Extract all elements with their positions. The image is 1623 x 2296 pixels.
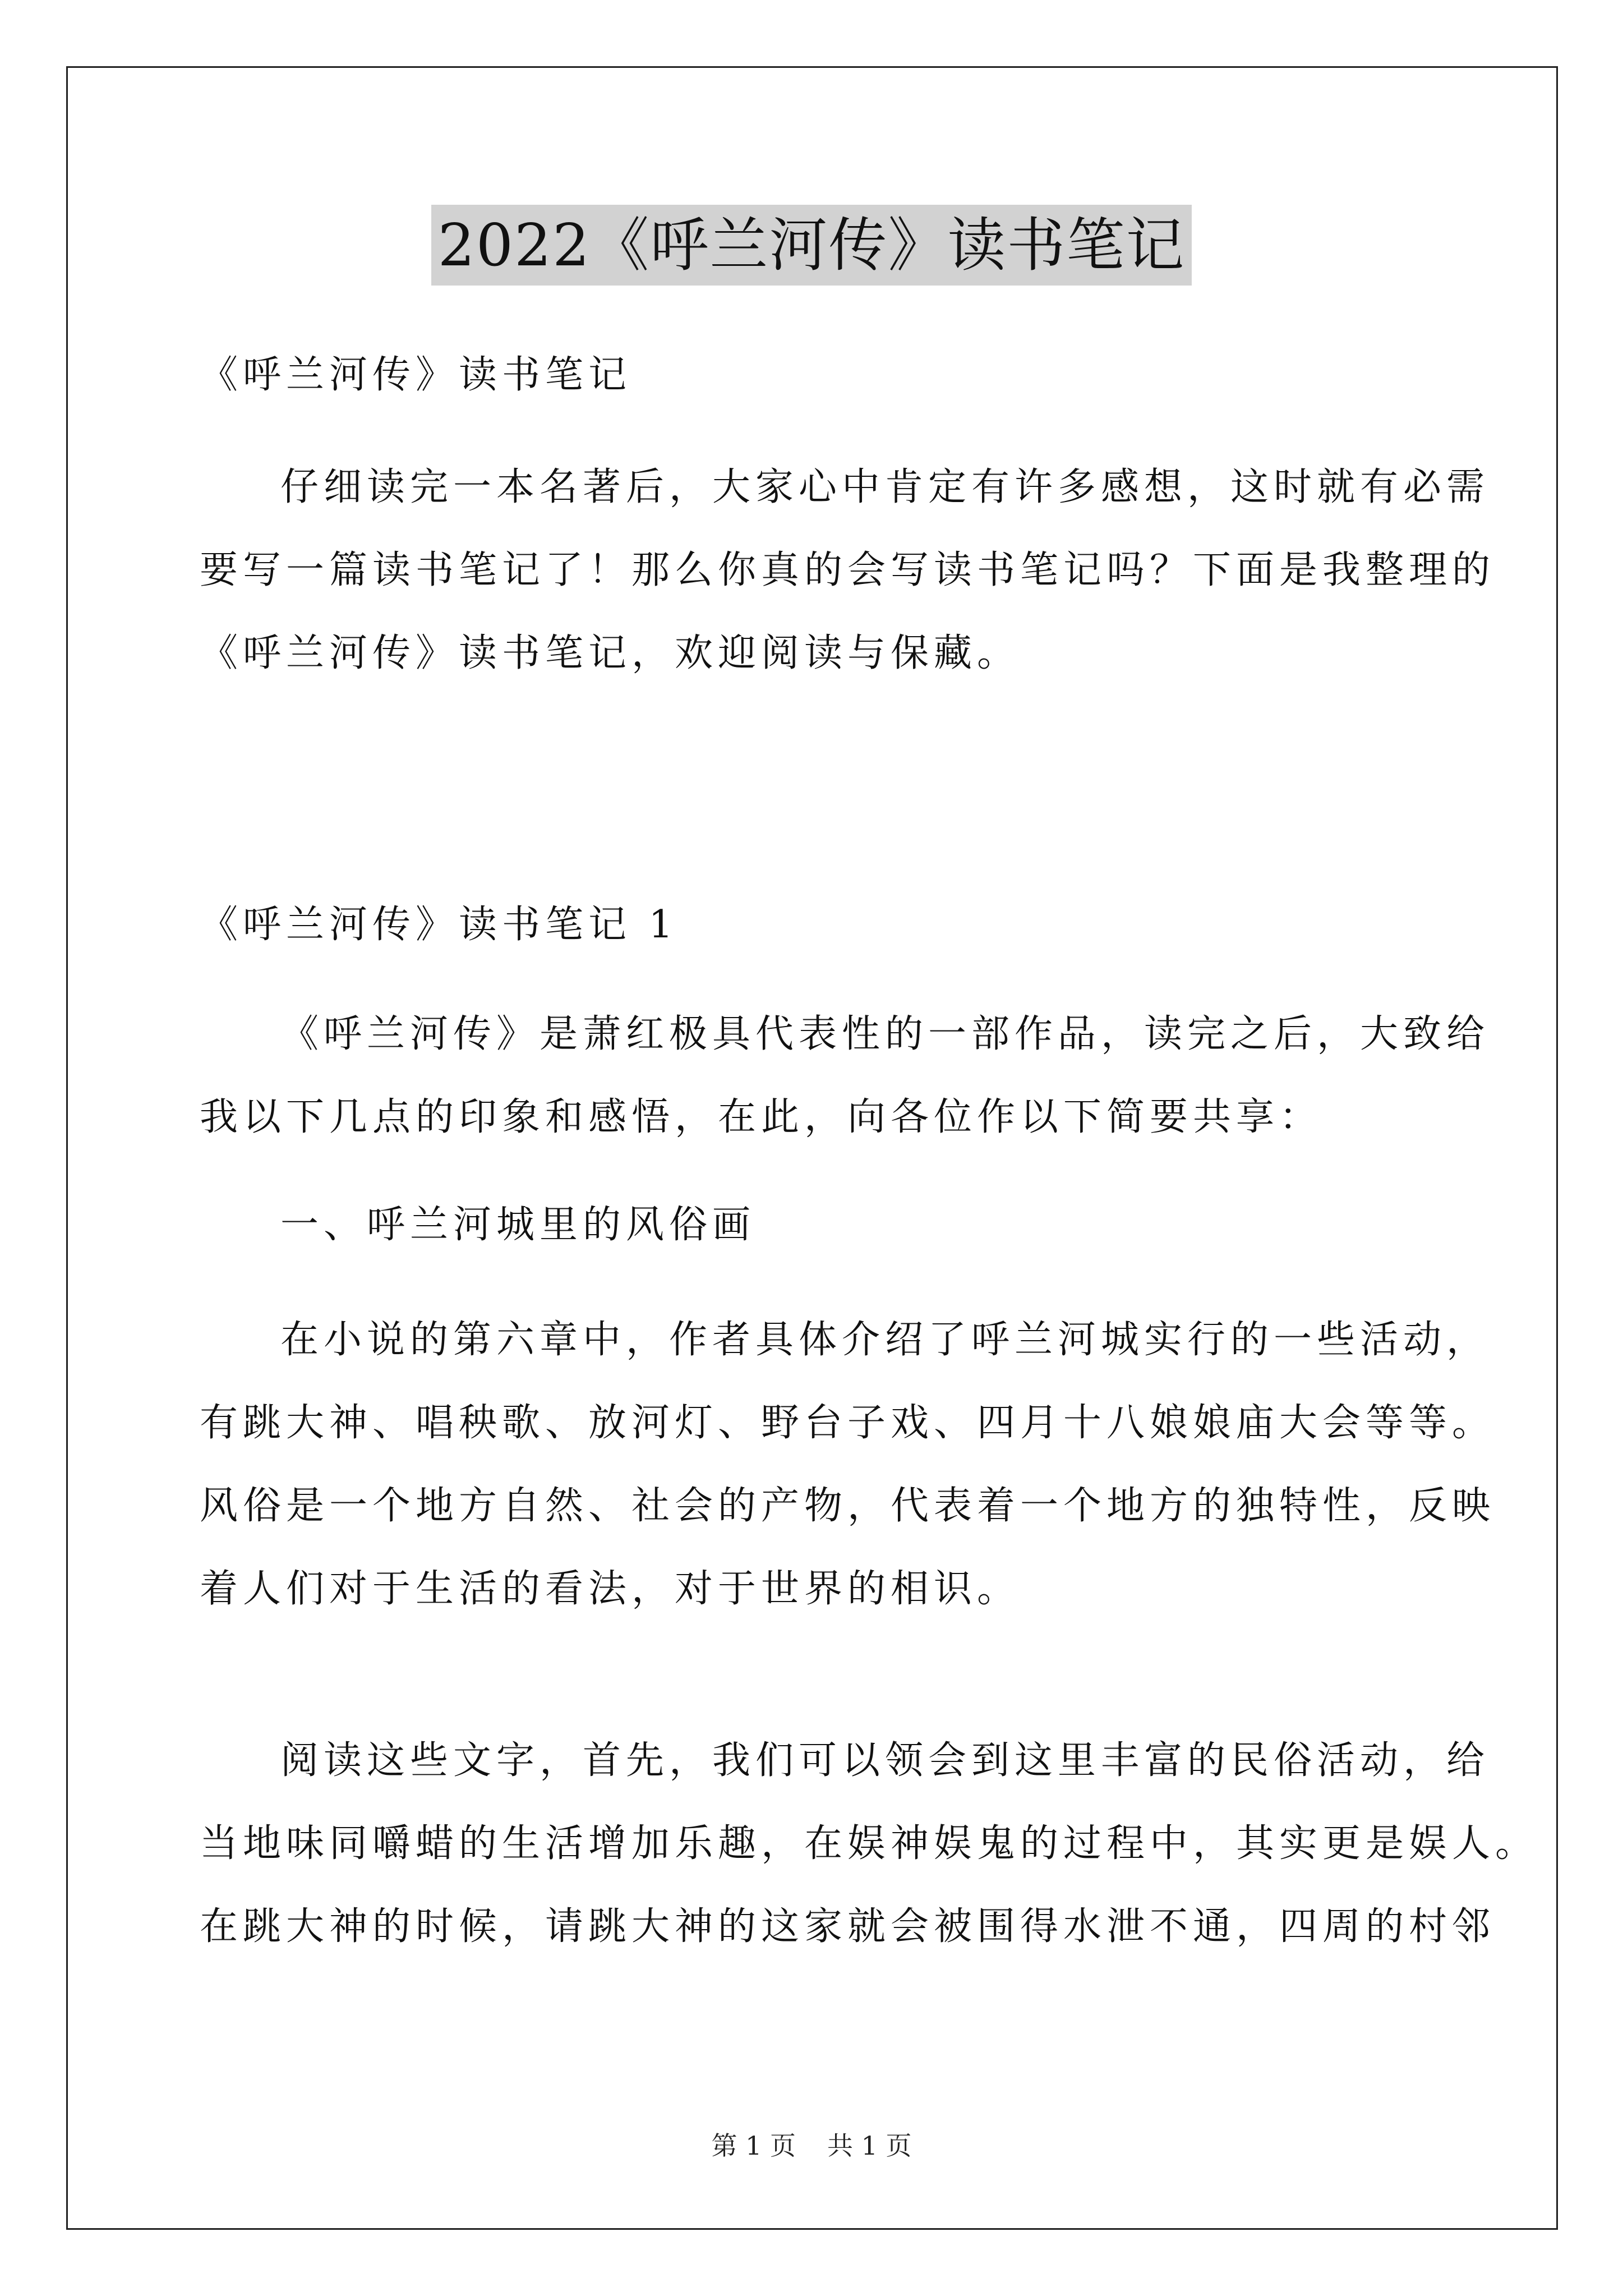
text-line: 阅读这些文字，首先，我们可以领会到这里丰富的民俗活动，给: [280, 1738, 1490, 1783]
text-line: 风俗是一个地方自然、社会的产物，代表着一个地方的独特性，反映: [200, 1484, 1496, 1528]
page-footer: [0, 2129, 1623, 2162]
text-line: 《呼兰河传》是萧红极具代表性的一部作品，读完之后，大致给: [280, 1012, 1490, 1056]
text-line: 有跳大神、唱秧歌、放河灯、野台子戏、四月十八娘娘庙大会等等。: [200, 1401, 1496, 1445]
document-title: 2022《呼兰河传》读书笔记: [431, 205, 1192, 286]
text-line: 《呼兰河传》读书笔记，欢迎阅读与保藏。: [200, 631, 1021, 675]
paragraph-3: [200, 1719, 1539, 1968]
text-line: 要写一篇读书笔记了！那么你真的会写读书笔记吗？下面是我整理的: [200, 548, 1496, 592]
paragraph-2: [200, 1299, 1496, 1631]
intro-paragraph: [200, 446, 1496, 695]
sub-heading: [200, 1184, 1445, 1267]
sub-heading-text: 一、呼兰河城里的风俗画: [280, 1203, 756, 1247]
text-line: 当地味同嚼蜡的生活增加乐趣，在娱神娱鬼的过程中，其实更是娱人。: [200, 1821, 1539, 1866]
section-paragraph-1: [200, 993, 1490, 1159]
title-container: [0, 205, 1623, 286]
subheading-text: 《呼兰河传》读书笔记: [200, 353, 632, 397]
section-heading: [200, 884, 1445, 967]
text-line: 我以下几点的印象和感悟，在此，向各位作以下简要共享：: [200, 1095, 1323, 1139]
page-total: 共 1 页: [827, 2131, 912, 2161]
text-line: 在跳大神的时候，请跳大神的这家就会被围得水泄不通，四周的村邻: [200, 1904, 1496, 1949]
text-line: 在小说的第六章中，作者具体介绍了呼兰河城实行的一些活动，: [280, 1318, 1490, 1362]
page-number: 第 1 页: [711, 2131, 796, 2161]
section-heading-text: 《呼兰河传》读书笔记 1: [200, 903, 678, 947]
subheading: [200, 334, 1445, 417]
text-line: 仔细读完一本名著后，大家心中肯定有许多感想，这时就有必需: [280, 465, 1490, 509]
text-line: 着人们对于生活的看法，对于世界的相识。: [200, 1567, 1021, 1611]
